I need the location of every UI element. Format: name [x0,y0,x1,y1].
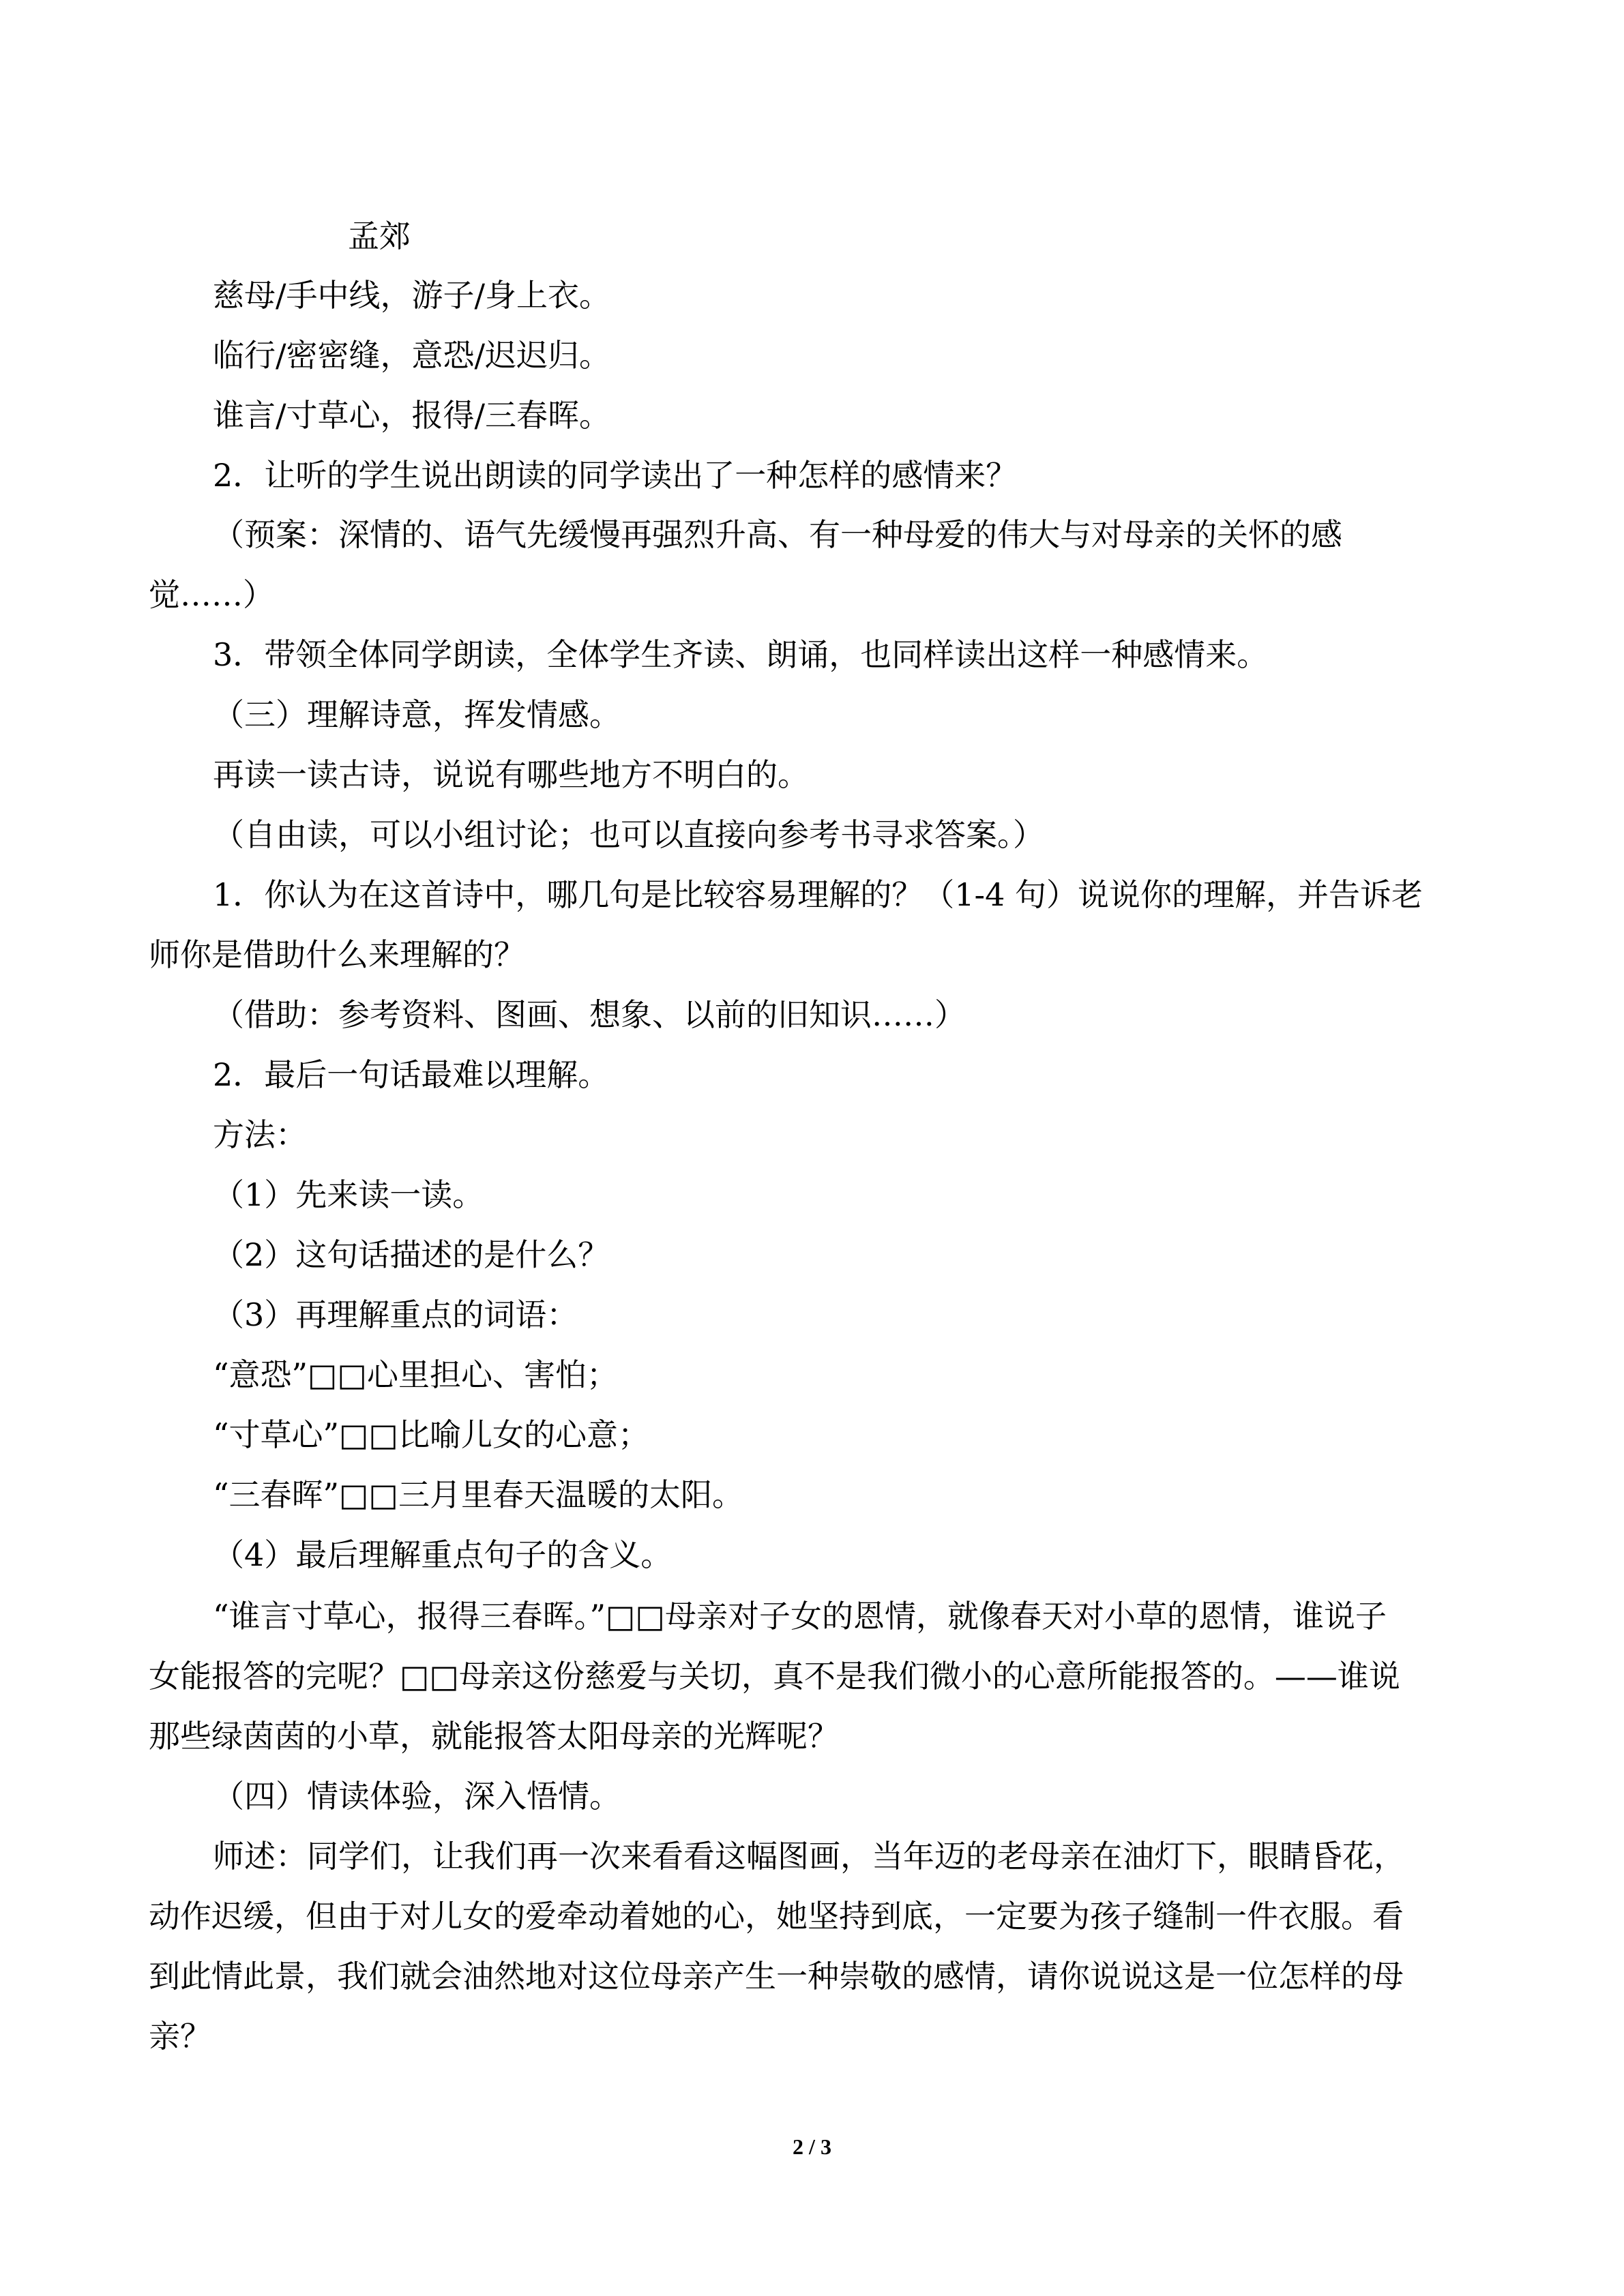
paragraph-continuation: 那些绿茵茵的小草，就能报答太阳母亲的光辉呢？ [149,1718,839,1755]
paragraph: （预案：深情的、语气先缓慢再强烈升高、有一种母爱的伟大与对母亲的关怀的感 [213,516,1342,553]
paragraph-continuation: 动作迟缓，但由于对儿女的爱牵动着她的心，她坚持到底，一定要为孩子缝制一件衣服。看 [149,1898,1404,1935]
poem-author: 孟郊 [348,218,411,254]
paragraph: 2．让听的学生说出朗读的同学读出了一种怎样的感情来？ [213,457,1018,494]
paragraph: 再读一读古诗，说说有哪些地方不明白的。 [213,756,809,793]
paragraph-continuation: 师你是借助什么来理解的？ [149,936,525,973]
paragraph: 方法： [213,1116,307,1153]
paragraph: 师述：同学们，让我们再一次来看看这幅图画，当年迈的老母亲在油灯下，眼睛昏花， [213,1838,1405,1875]
paragraph: （自由读，可以小组讨论；也可以直接向参考书寻求答案。） [213,816,1044,853]
list-item: （1）先来读一读。 [213,1176,484,1213]
term-definition: “意恐”□□心里担心、害怕； [213,1356,618,1393]
term-definition: “寸草心”□□比喻儿女的心意； [213,1416,649,1453]
paragraph-continuation: 到此情此景，我们就会油然地对这位母亲产生一种崇敬的感情，请你说说这是一位怎样的母 [149,1958,1404,1995]
paragraph: 3．带领全体同学朗读，全体学生齐读、朗诵，也同样读出这样一种感情来。 [213,636,1269,673]
paragraph-continuation: 觉……） [149,576,274,613]
paragraph: （借助：参考资料、图画、想象、以前的旧知识……） [213,996,966,1033]
poem-line-3: 谁言/寸草心，报得/三春晖。 [213,397,610,434]
section-heading: （四）情读体验，深入悟情。 [213,1778,621,1815]
paragraph-continuation: 亲？ [149,2018,211,2055]
list-item: （3）再理解重点的词语： [213,1296,578,1333]
poem-line-1: 慈母/手中线，游子/身上衣。 [213,277,610,314]
paragraph: 2．最后一句话最难以理解。 [213,1056,610,1093]
paragraph: “谁言寸草心，报得三春晖。”□□母亲对子女的恩情，就像春天对小草的恩情，谁说子 [213,1598,1387,1635]
page-number: 2 / 3 [793,2134,831,2159]
section-heading: （三）理解诗意，挥发情感。 [213,696,621,733]
list-item: （2）这句话描述的是什么？ [213,1236,610,1273]
poem-line-2: 临行/密密缝，意恐/迟迟归。 [213,337,610,374]
term-definition: “三春晖”□□三月里春天温暖的太阳。 [213,1476,743,1513]
list-item: （4）最后理解重点句子的含义。 [213,1536,673,1573]
paragraph-continuation: 女能报答的完呢？□□母亲这份慈爱与关切，真不是我们微小的心意所能报答的。——谁说 [149,1658,1400,1695]
paragraph: 1．你认为在这首诗中，哪几句是比较容易理解的？（1-4 句）说说你的理解，并告诉老 [213,876,1423,913]
